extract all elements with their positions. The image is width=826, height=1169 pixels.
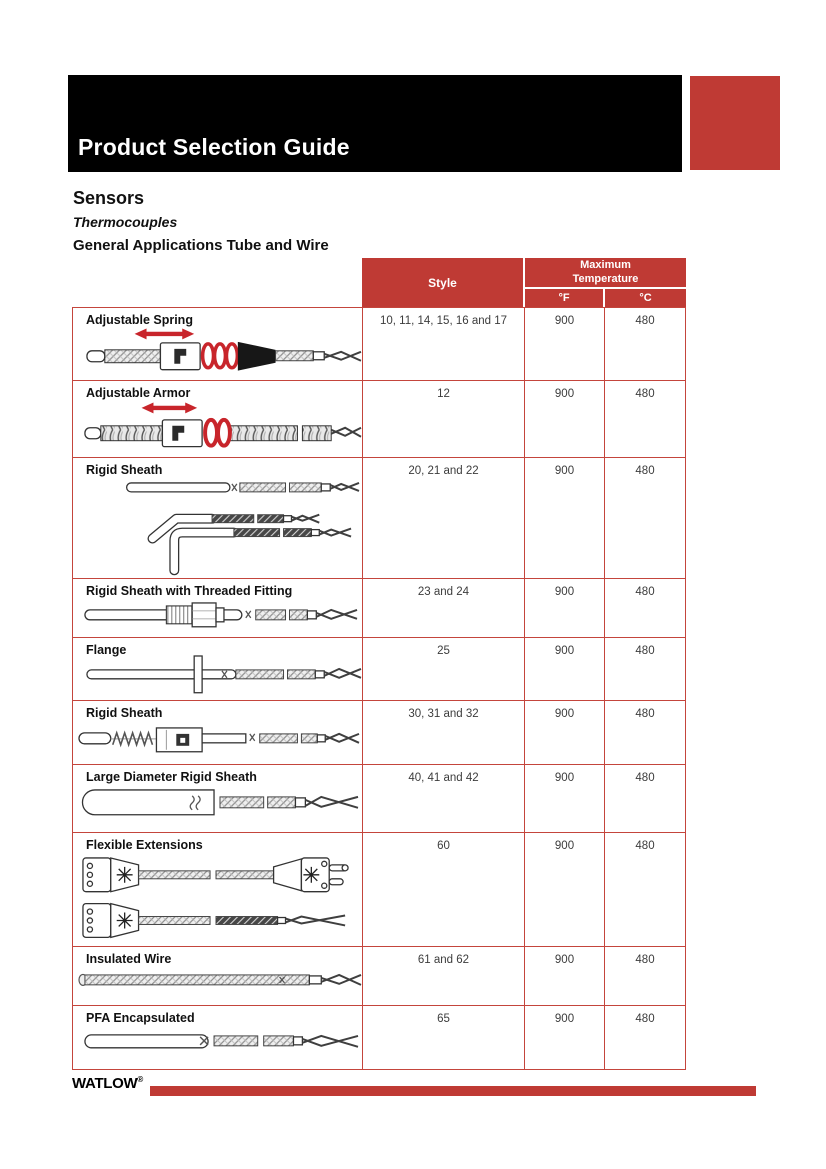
footer-rule — [150, 1086, 756, 1096]
temp-c-cell: 480 — [635, 465, 655, 477]
temp-f-cell: 900 — [525, 638, 605, 700]
product-name: Rigid Sheath with Threaded Fitting — [86, 584, 293, 598]
subsection-heading: Thermocouples — [73, 214, 178, 230]
temp-f-cell: 900 — [525, 308, 605, 380]
adjustable-spring-illustration — [75, 325, 361, 377]
connector-logo-icon — [117, 867, 133, 883]
red-spring-icon — [203, 344, 238, 368]
rigid-sheath-illustration — [75, 475, 361, 574]
product-cell — [73, 308, 363, 380]
product-name: Rigid Sheath — [86, 463, 163, 477]
table-row — [73, 701, 685, 765]
column-header-max-temp: Maximum Temperature — [525, 258, 686, 289]
rigid-sheath-threaded-illustration — [75, 596, 361, 634]
temp-f-cell: 900 — [525, 833, 605, 946]
temp-c-cell: 480 — [635, 645, 655, 657]
temp-c-cell: 480 — [635, 1013, 655, 1025]
product-name: Flange — [86, 643, 127, 657]
temp-f-cell: 900 — [525, 381, 605, 457]
temp-c-cell: 480 — [635, 586, 655, 598]
temp-f-cell: 900 — [525, 765, 605, 832]
section-heading: Sensors — [73, 188, 145, 208]
pfa-encapsulated-illustration — [75, 1023, 361, 1065]
connector-logo-icon — [303, 867, 319, 883]
flexible-extensions-illustration — [75, 850, 361, 942]
style-cell: 65 — [363, 1006, 525, 1069]
temp-f-cell: 900 — [525, 1006, 605, 1069]
style-cell: 20, 21 and 22 — [363, 458, 525, 578]
style-cell: 10, 11, 14, 15, 16 and 17 — [363, 308, 525, 380]
product-cell — [73, 947, 363, 1005]
style-cell: 40, 41 and 42 — [363, 765, 525, 832]
table-row — [73, 833, 685, 947]
table-title: General Applications Tube and Wire — [73, 237, 329, 254]
style-cell: 30, 31 and 32 — [363, 701, 525, 764]
product-cell — [73, 701, 363, 764]
product-cell — [73, 833, 363, 946]
temp-c-cell: 480 — [635, 315, 655, 327]
table-header — [362, 258, 686, 307]
temp-f-cell: 900 — [525, 579, 605, 637]
table-row — [73, 1006, 685, 1069]
large-diameter-sheath-illustration — [75, 782, 361, 828]
brand-logo — [72, 1075, 143, 1092]
table-row — [73, 381, 685, 458]
product-name: Adjustable Spring — [86, 313, 193, 327]
product-cell — [73, 381, 363, 457]
column-header-f: °F — [525, 289, 605, 307]
style-cell: 23 and 24 — [363, 579, 525, 637]
table-row — [73, 638, 685, 701]
table-row — [73, 765, 685, 833]
product-name: Adjustable Armor — [86, 386, 191, 400]
table-body — [72, 307, 686, 1070]
flange-illustration — [75, 655, 361, 701]
red-corner-block — [690, 76, 780, 170]
table-row — [73, 308, 685, 381]
adjustable-armor-illustration — [75, 398, 361, 454]
product-cell — [73, 1006, 363, 1069]
style-cell: 25 — [363, 638, 525, 700]
product-name: Flexible Extensions — [86, 838, 203, 852]
temp-f-cell: 900 — [525, 947, 605, 1005]
temp-c-cell: 480 — [635, 388, 655, 400]
adjust-arrow-icon — [135, 328, 195, 339]
temp-c-cell: 480 — [635, 708, 655, 720]
connector-logo-icon — [117, 913, 133, 929]
temp-c-cell: 480 — [635, 954, 655, 966]
style-cell: 60 — [363, 833, 525, 946]
registered-mark: ® — [137, 1075, 144, 1084]
product-cell — [73, 579, 363, 637]
table-row — [73, 458, 685, 579]
title-bar — [68, 75, 682, 172]
column-header-c: °C — [639, 292, 652, 304]
temp-c-cell: 480 — [635, 772, 655, 784]
temp-f-cell: 900 — [525, 458, 605, 578]
insulated-wire-illustration — [75, 964, 361, 1002]
column-header-style: Style — [362, 258, 525, 307]
red-spring-icon — [205, 420, 230, 446]
product-cell — [73, 458, 363, 578]
table-row — [73, 947, 685, 1006]
table-row — [73, 579, 685, 638]
product-cell — [73, 638, 363, 700]
temp-f-cell: 900 — [525, 701, 605, 764]
product-name: PFA Encapsulated — [86, 1011, 195, 1025]
rigid-sheath-spring-illustration — [75, 718, 361, 760]
temp-c-cell: 480 — [635, 840, 655, 852]
product-name: Large Diameter Rigid Sheath — [86, 770, 257, 784]
product-name: Insulated Wire — [86, 952, 172, 966]
page-title: Product Selection Guide — [78, 134, 350, 160]
brand-name: WATLOW — [72, 1075, 138, 1092]
product-name: Rigid Sheath — [86, 706, 163, 720]
product-cell — [73, 765, 363, 832]
adjust-arrow-icon — [142, 402, 198, 413]
style-cell: 12 — [363, 381, 525, 457]
style-cell: 61 and 62 — [363, 947, 525, 1005]
